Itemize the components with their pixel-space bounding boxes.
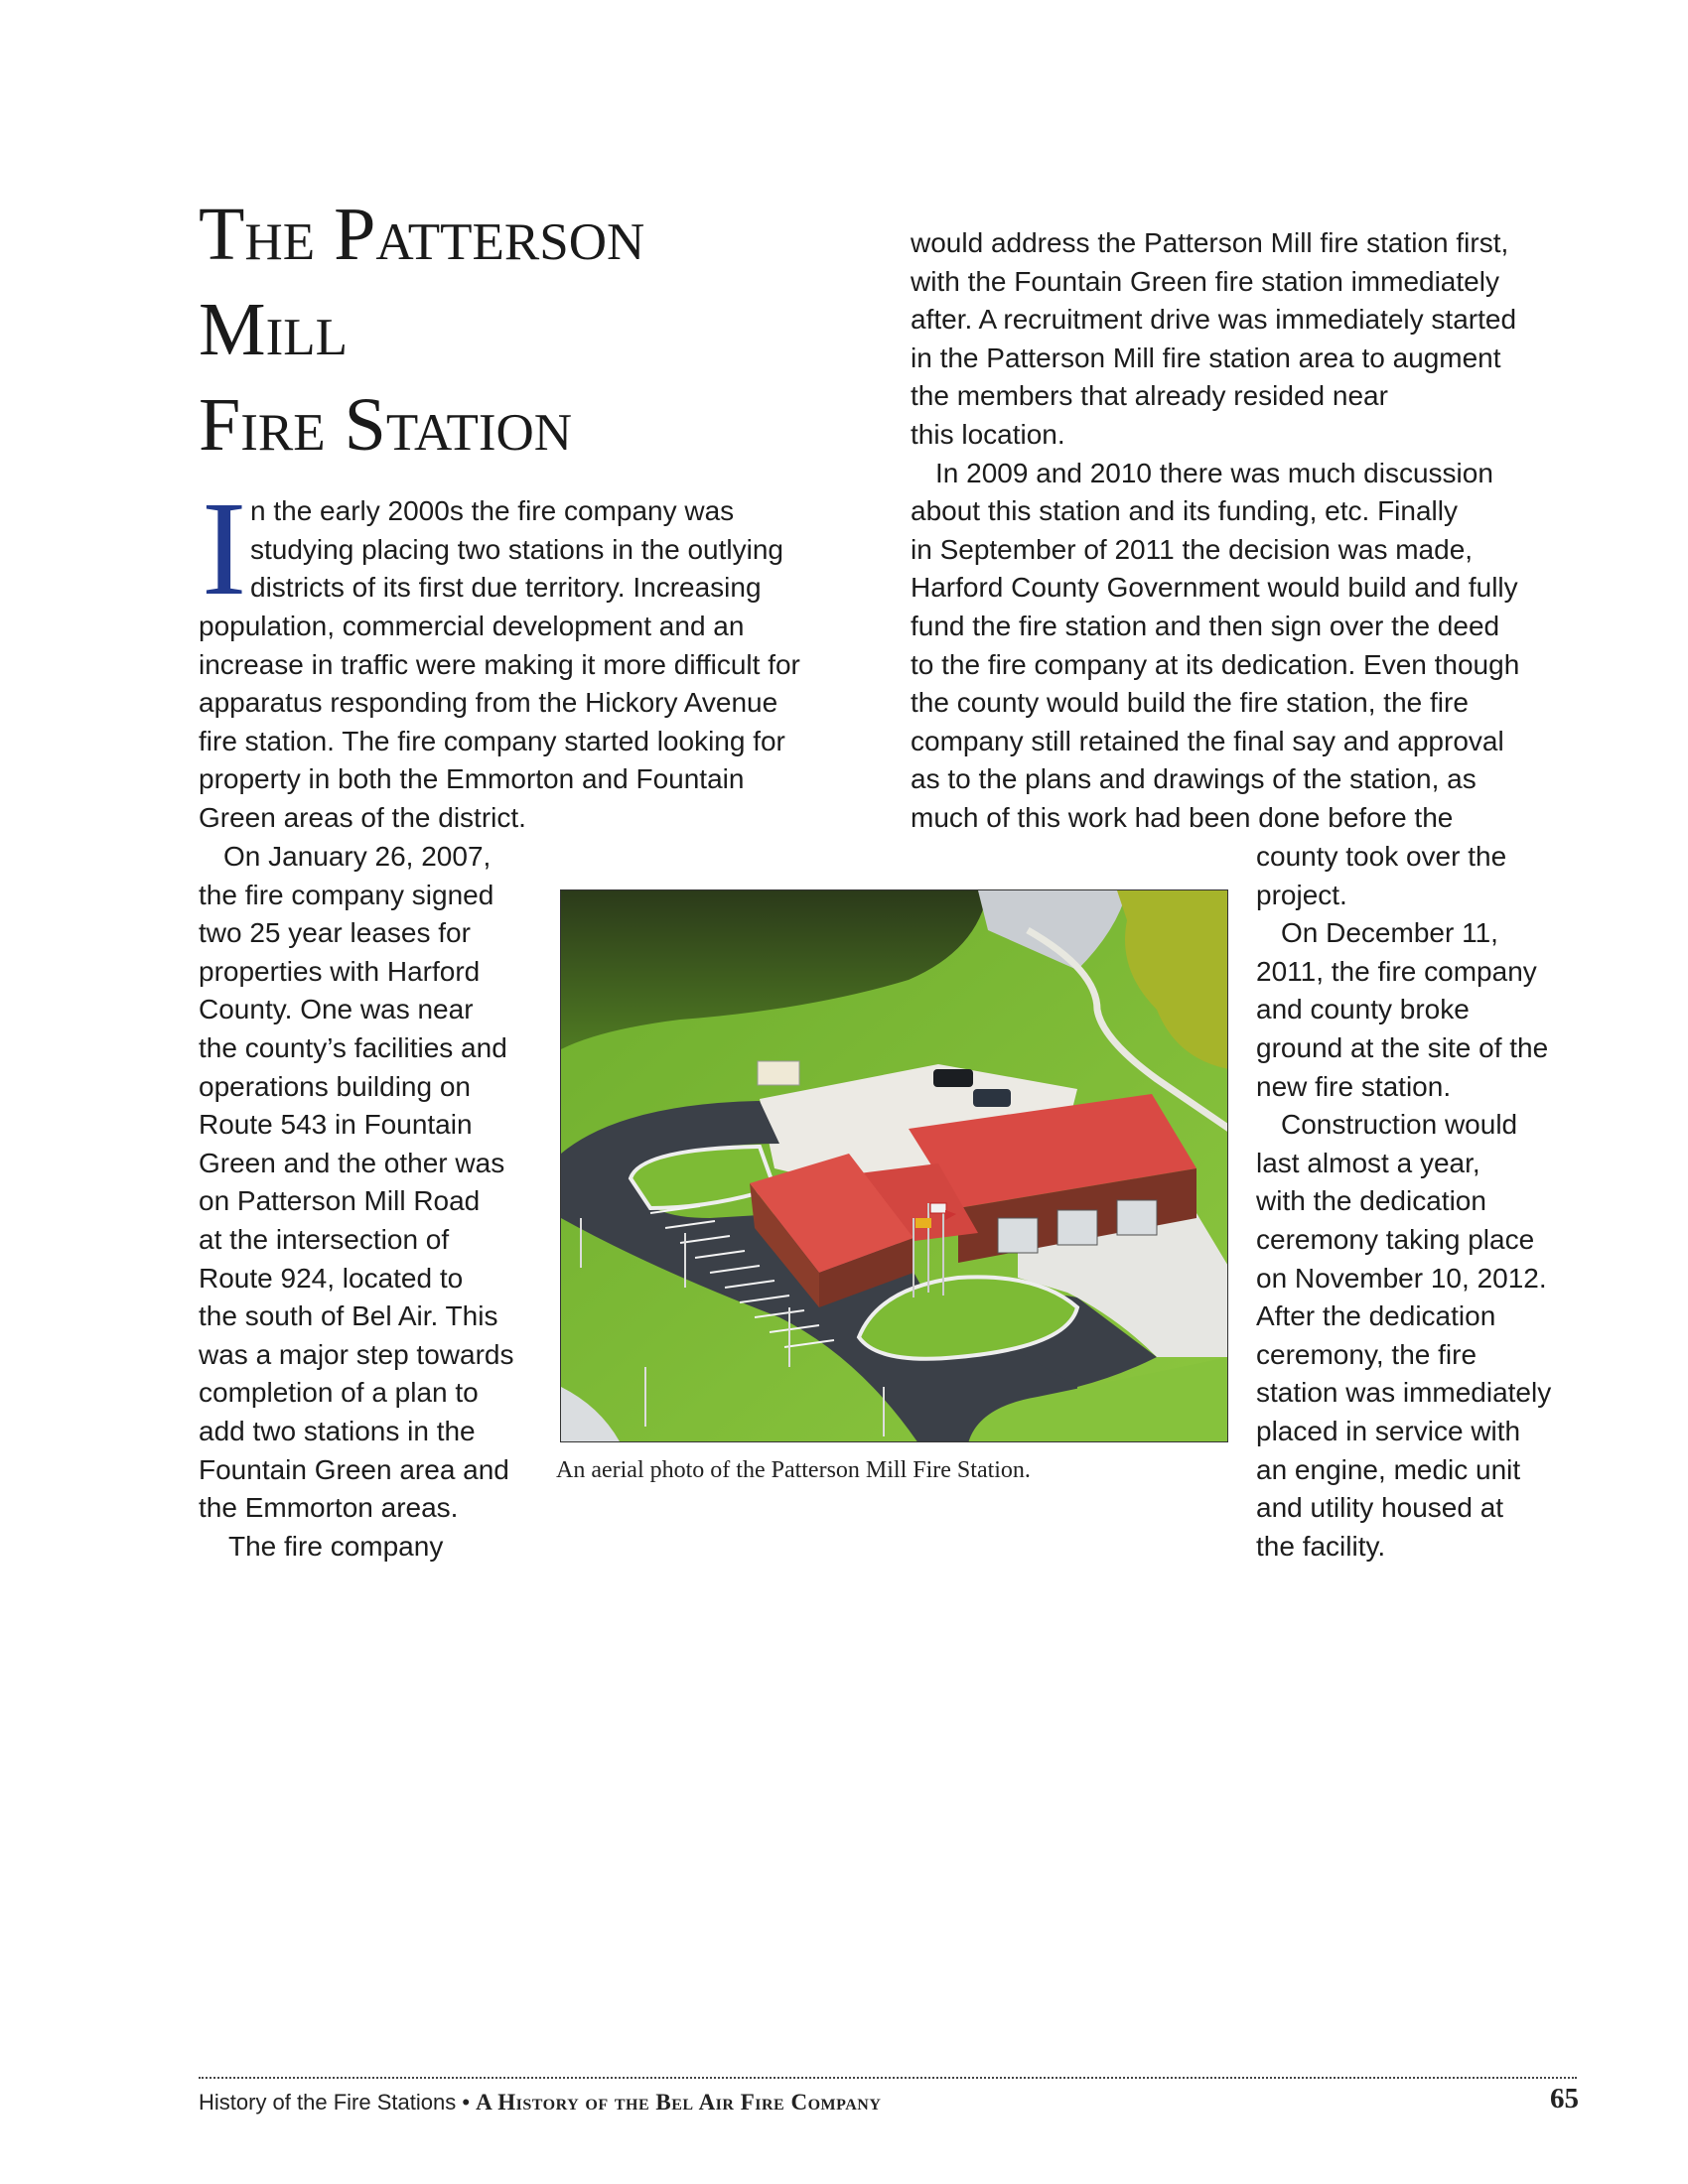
text-line: County. One was near	[199, 994, 474, 1025]
footer-book-title: A History of the Bel Air Fire Company	[476, 2090, 882, 2115]
text-line: ground at the site of the	[1256, 1031, 1549, 1063]
text-line: was a major step towards	[199, 1338, 514, 1370]
intro-paragraph-dropcap-lines	[250, 492, 783, 608]
text-line: to the fire company at its dedication. Even though	[911, 648, 1520, 680]
text-line: properties with Harford	[199, 955, 481, 987]
text-line: and county broke	[1256, 994, 1470, 1025]
text-line: in the Patterson Mill fire station area to augment	[911, 341, 1501, 373]
text-line: company still retained the final say and approval	[911, 725, 1504, 756]
text-line: this location.	[911, 418, 1065, 450]
right-narrow-paragraphs	[1256, 838, 1551, 1566]
title-line: Mill	[199, 288, 348, 371]
text-line: Construction would	[1281, 1109, 1518, 1141]
text-line: with the Fountain Green fire station immediately	[911, 265, 1499, 297]
text-line: the members that already resided near	[911, 380, 1388, 412]
text-line: The fire company	[228, 1530, 444, 1562]
leases-paragraph	[199, 838, 513, 1566]
text-line: county took over the	[1256, 841, 1507, 872]
title-line: The Patterson	[199, 193, 645, 276]
right-column-paragraphs	[911, 224, 1519, 838]
text-line: and utility housed at	[1256, 1492, 1504, 1524]
text-line: Green and the other was	[199, 1147, 505, 1178]
text-line: completion of a plan to	[199, 1377, 479, 1409]
page-number: 65	[1550, 2083, 1579, 2115]
text-line: the facility.	[1256, 1530, 1386, 1562]
intro-paragraph	[199, 608, 800, 838]
text-line: fire station. The fire company started looking for	[199, 725, 785, 756]
text-line: on November 10, 2012.	[1256, 1262, 1547, 1294]
text-line: Route 543 in Fountain	[199, 1109, 473, 1141]
text-line: would address the Patterson Mill fire station first,	[911, 227, 1509, 258]
text-line: n the early 2000s the fire company was	[250, 495, 735, 526]
text-line: in September of 2011 the decision was made,	[911, 533, 1474, 565]
text-line: placed in service with	[1256, 1415, 1521, 1446]
drop-cap: I	[202, 475, 247, 623]
text-line: last almost a year,	[1256, 1147, 1480, 1178]
footer-section: History of the Fire Stations	[199, 2090, 457, 2115]
text-line: Harford County Government would build and fully	[911, 572, 1518, 604]
text-line: the county would build the fire station, the fire	[911, 687, 1469, 719]
text-line: an engine, medic unit	[1256, 1453, 1521, 1485]
text-line: the county’s facilities and	[199, 1031, 507, 1063]
page-title	[199, 187, 894, 473]
text-line: property in both the Emmorton and Fountain	[199, 763, 745, 795]
text-line: the south of Bel Air. This	[199, 1300, 498, 1332]
text-line: population, commercial development and an	[199, 611, 745, 641]
text-line: ceremony taking place	[1256, 1223, 1535, 1255]
text-line: the fire company signed	[199, 879, 494, 910]
text-line: with the dedication	[1256, 1185, 1486, 1217]
text-line: two 25 year leases for	[199, 917, 471, 949]
footer-divider	[199, 2077, 1577, 2079]
text-line: the Emmorton areas.	[199, 1492, 459, 1524]
text-line: On December 11,	[1281, 917, 1498, 949]
text-line: increase in traffic were making it more difficult for	[199, 648, 800, 680]
photo-caption: An aerial photo of the Patterson Mill Fire Station.	[556, 1457, 1031, 1483]
text-line: After the dedication	[1256, 1300, 1496, 1332]
text-line: station was immediately	[1256, 1377, 1552, 1409]
text-line: as to the plans and drawings of the station, as	[911, 763, 1477, 795]
text-line: after. A recruitment drive was immediately started	[911, 304, 1517, 336]
title-line: Fire Station	[199, 383, 573, 467]
text-line: Fountain Green area and	[199, 1453, 509, 1485]
text-line: on Patterson Mill Road	[199, 1185, 481, 1217]
text-line: add two stations in the	[199, 1415, 476, 1446]
text-line: fund the fire station and then sign over the deed	[911, 610, 1500, 641]
text-line: districts of its first due territory. Increasing	[250, 572, 762, 604]
text-line: On January 26, 2007,	[223, 841, 492, 872]
text-line: about this station and its funding, etc. Finally	[911, 495, 1458, 527]
text-line: studying placing two stations in the outlying	[250, 533, 783, 565]
text-line: project.	[1256, 879, 1347, 910]
text-line: apparatus responding from the Hickory Avenue	[199, 687, 778, 719]
text-line: ceremony, the fire	[1256, 1338, 1477, 1370]
text-line: 2011, the fire company	[1256, 955, 1537, 987]
text-line: In 2009 and 2010 there was much discussion	[935, 457, 1493, 488]
text-line: Green areas of the district.	[199, 801, 526, 833]
text-line: Route 924, located to	[199, 1262, 464, 1294]
text-line: much of this work had been done before the	[911, 801, 1454, 833]
text-line: operations building on	[199, 1070, 471, 1102]
aerial-photo	[560, 889, 1228, 1442]
footer-separator: •	[462, 2090, 471, 2115]
text-line: new fire station.	[1256, 1070, 1452, 1102]
fire-station-illustration	[561, 890, 1228, 1442]
running-footer	[199, 2090, 881, 2116]
text-line: at the intersection of	[199, 1223, 450, 1255]
